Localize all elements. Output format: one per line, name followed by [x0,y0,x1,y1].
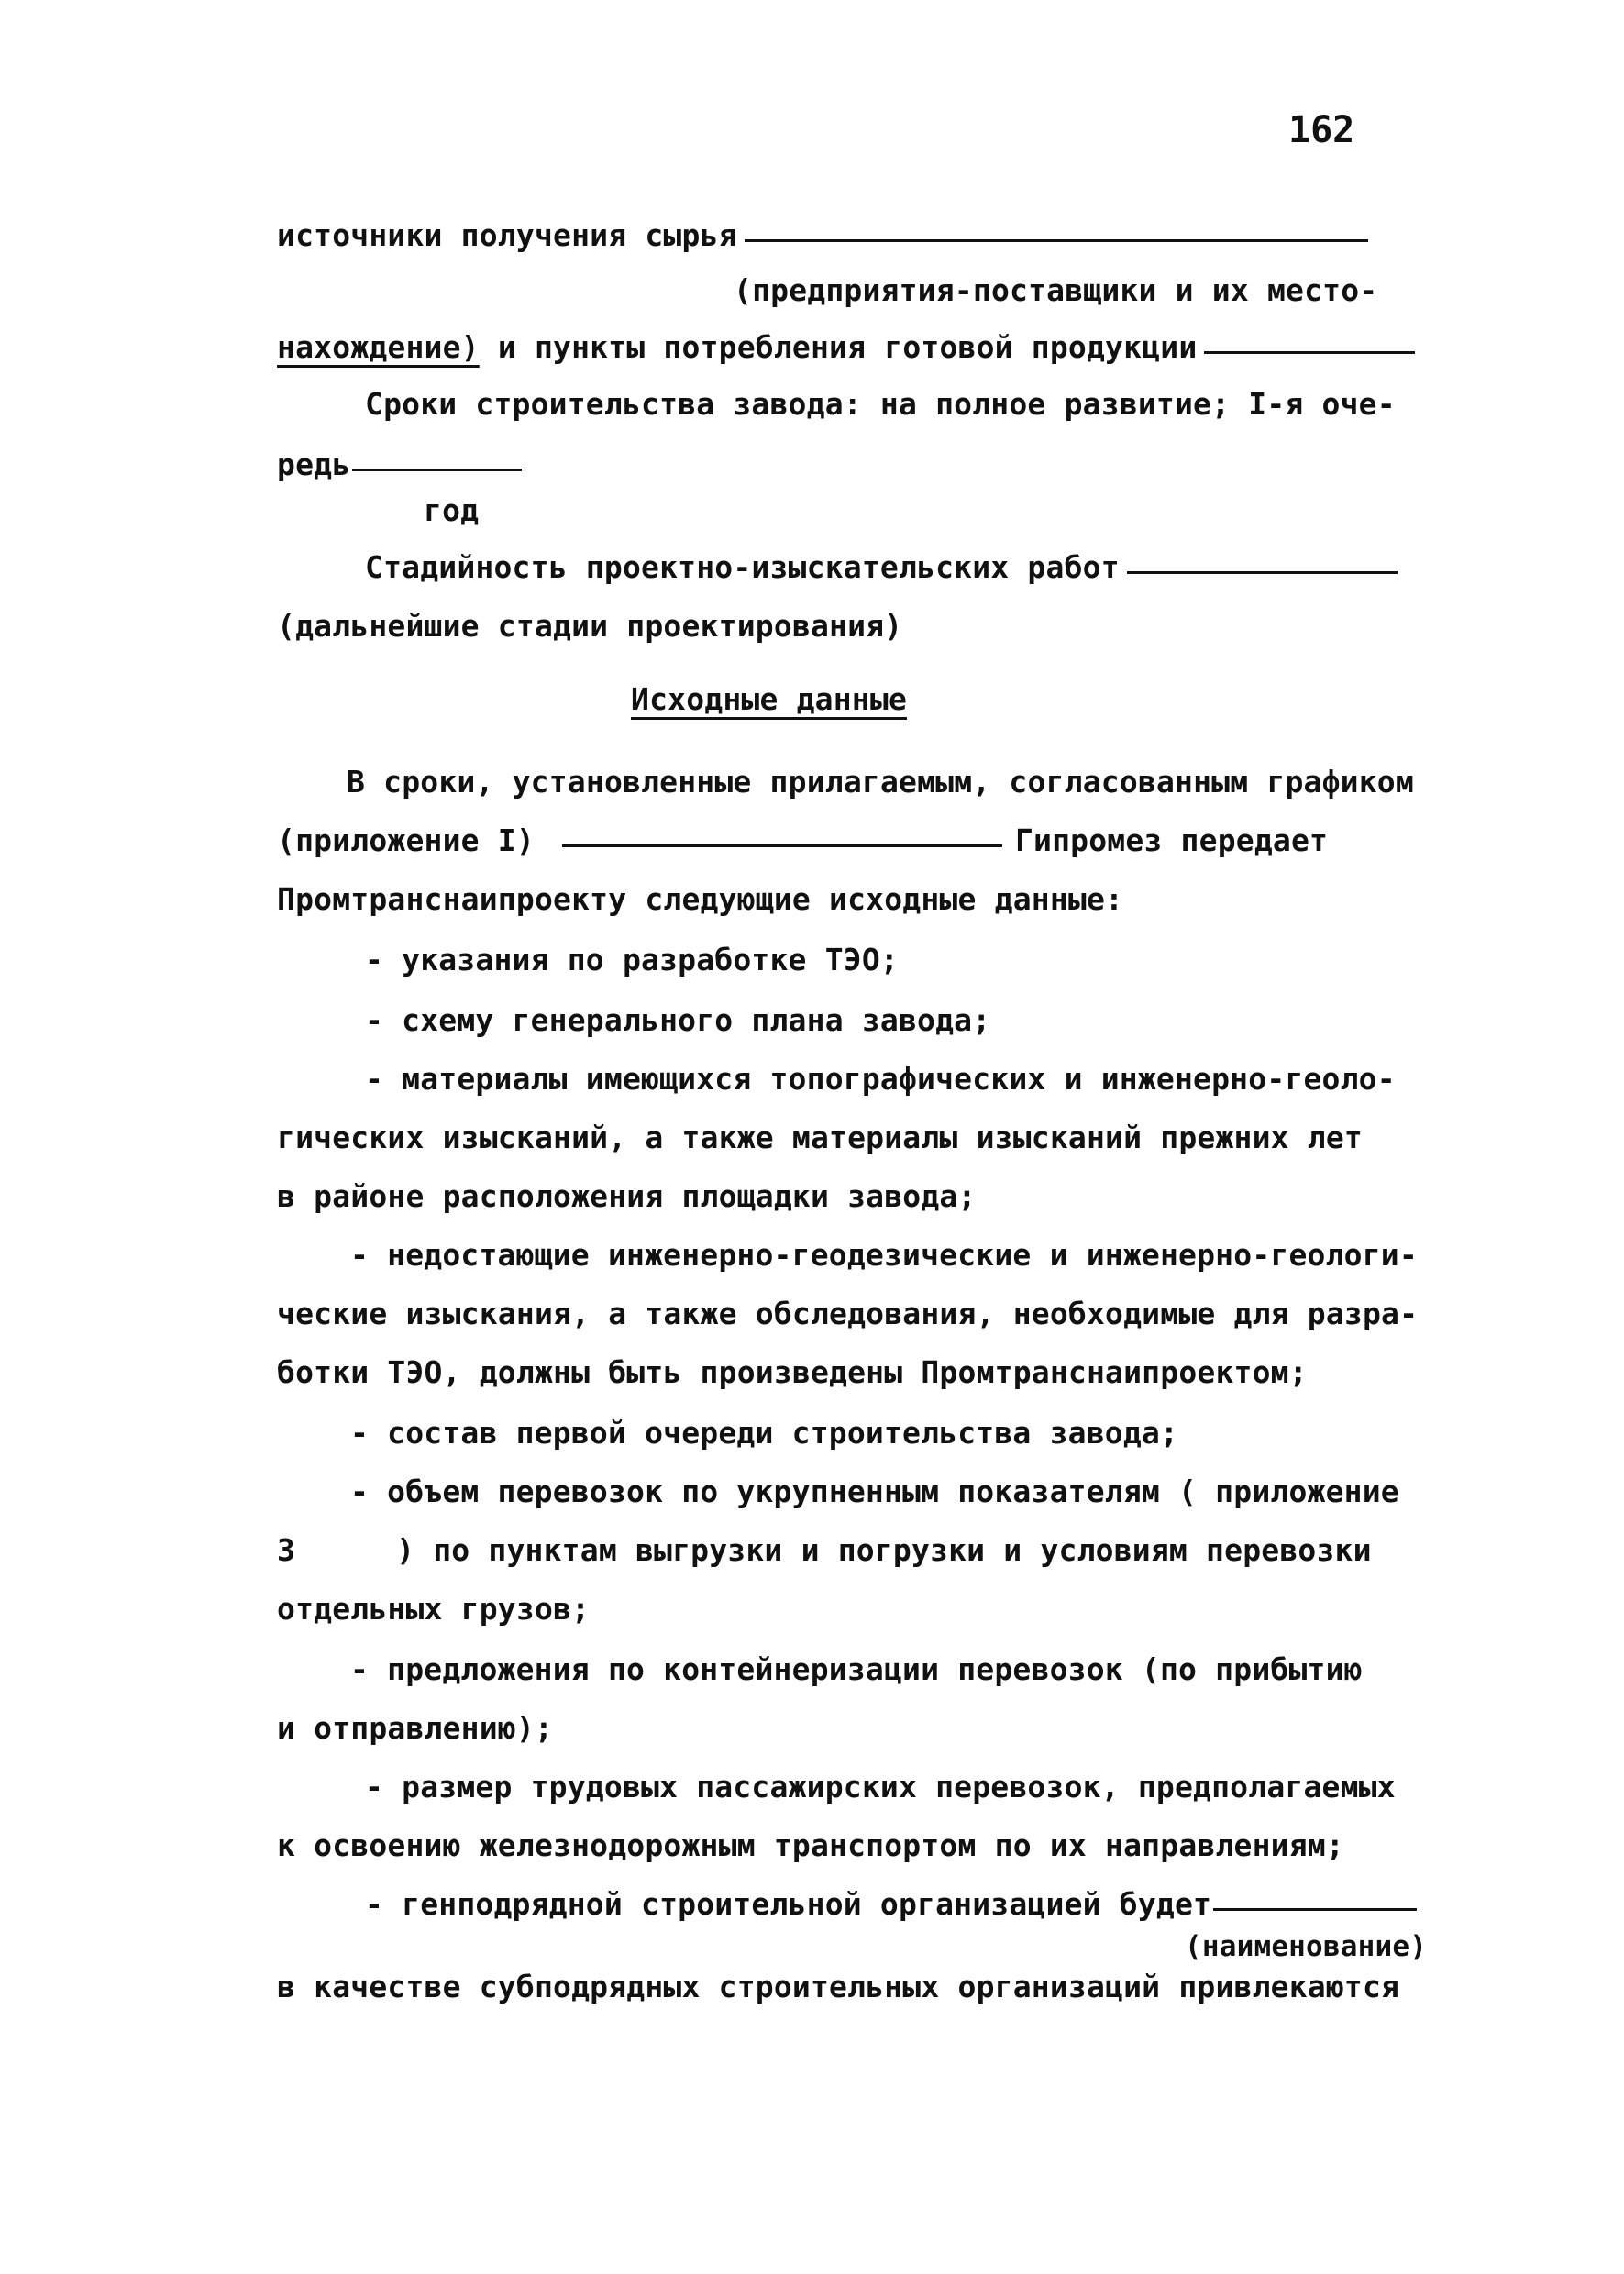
raw-material-sources-blank [745,239,1368,242]
list-item-teo-instructions: - указания по разработке ТЭО; [365,942,899,977]
survey-stages-blank [1127,571,1398,574]
list-item-passenger-traffic-1: - размер трудовых пассажирских перевозок, предполагаемых [365,1769,1396,1805]
general-contractor-label: - генподрядной строительной организацией будет [365,1886,1212,1922]
raw-material-sources-label: источники получения сырья [277,217,737,253]
stage-year-blank [352,469,522,471]
list-item-survey-materials-1: - материалы имеющихся топографических и инженерно-геоло- [365,1061,1396,1097]
general-contractor-blank [1213,1908,1417,1911]
list-item-survey-materials-2: гических изысканий, а также материалы изысканий прежних лет [277,1120,1363,1155]
list-item-first-stage: - состав первой очереди строительства завода; [350,1415,1179,1451]
list-item-general-contractor [365,1886,1424,1922]
line-further-stages: (дальнейшие стадии проектирования) [277,608,903,644]
list-item-missing-surveys-2: ческие изыскания, а также обследования, необходимые для разра- [277,1296,1419,1331]
list-item-traffic-volume-1: - объем перевозок по укрупненным показателям ( приложение [350,1474,1399,1509]
line-survey-stages [365,549,1405,585]
list-item-general-plan: - схему генерального плана завода; [365,1002,991,1038]
list-item-missing-surveys-1: - недостающие инженерно-геодезические и инженерно-геологи- [350,1237,1418,1273]
traffic-volume-text: ) по пунктам выгрузки и погрузки и условиям перевозки [396,1532,1372,1568]
list-item-survey-materials-3: в районе расположения площадки завода; [277,1178,977,1214]
page-number: 162 [1288,109,1355,151]
list-item-passenger-traffic-2: к освоению железнодорожным транспортом по их направлениям; [277,1827,1344,1863]
list-item-missing-surveys-3: ботки ТЭО, должны быть произведены Промтранснаипроектом; [277,1354,1308,1390]
list-item-traffic-volume-2 [277,1532,1372,1568]
appendix-number: 3 [277,1532,296,1568]
list-item-containerization-1: - предложения по контейнеризации перевозок (по прибытию [350,1651,1363,1687]
survey-stages-label: Стадийность проектно-изыскательских работ [365,549,1120,585]
line-construction-terms: Сроки строительства завода: на полное развитие; I-я оче- [365,386,1396,422]
subcontractors-line: в качестве субподрядных строительных организаций привлекаются [277,1969,1400,2004]
para-schedule-line3: Промтранснаипроекту следующие исходные данные: [277,881,1124,917]
location-note-end: нахождение) [277,329,480,365]
line-year-caption: год [424,492,480,528]
consumption-points-label: и пункты потребления готовой продукции [497,329,1198,365]
line-raw-material-sources [277,217,1375,253]
stage-label: редь [277,447,351,482]
line-suppliers-note: (предприятия-поставщики и их место- [734,272,1378,308]
list-item-containerization-2: и отправлению); [277,1710,554,1746]
line-stage [277,449,529,480]
contractor-name-caption: (наименование) [1185,1930,1428,1963]
para-schedule-line1: В сроки, установленные прилагаемым, согласованным графиком [347,764,1414,800]
transfer-text: Гипромез передает [1014,822,1329,858]
appendix-blank [562,844,1002,847]
list-item-traffic-volume-3: отдельных грузов; [277,1591,591,1627]
para-schedule-line2 [277,822,1329,858]
line-consumption-points [277,329,1422,365]
section-heading: Исходные данные [631,681,908,717]
consumption-points-blank [1204,351,1415,354]
appendix-ref: (приложение I) [277,822,535,858]
